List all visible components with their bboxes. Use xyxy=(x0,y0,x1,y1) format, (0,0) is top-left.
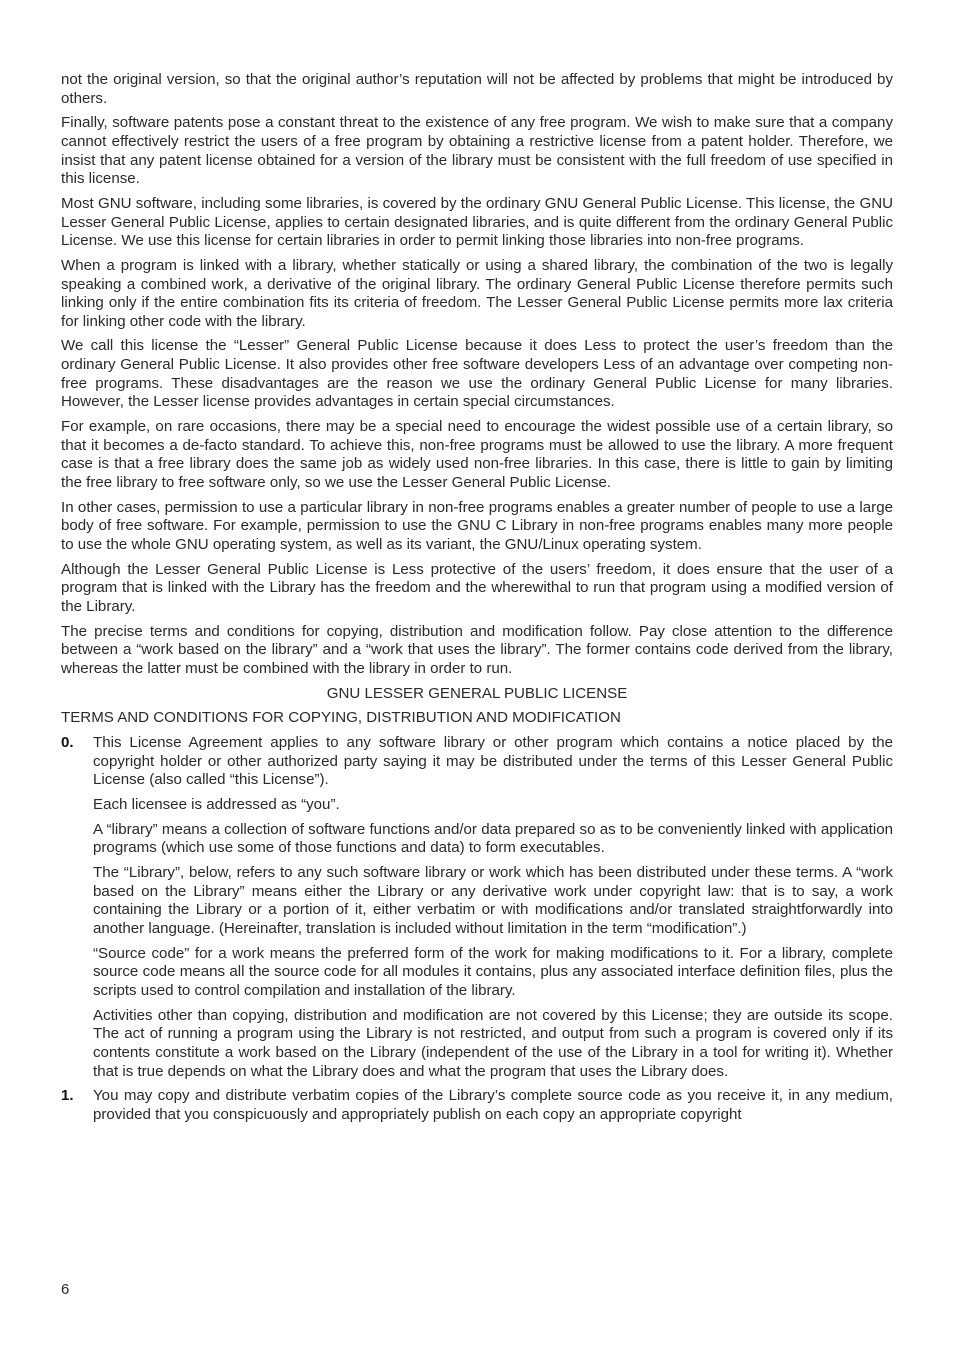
intro-paragraph: Although the Lesser General Public License is Less protective of the users’ freedom, it does ensure that the user of a program that is linked with the Library has the freedom and the wherewithal to run that program using a modified version of the Library. xyxy=(61,560,893,615)
section-0 xyxy=(61,734,893,1081)
section-number: 1. xyxy=(61,1087,74,1105)
intro-paragraph: For example, on rare occasions, there may be a special need to encourage the widest possible use of a certain library, so that it becomes a de-facto standard. To achieve this, non-free programs must be allowed to use the library. A more frequent case is that a free library does the same job as widely used non-free libraries. In this case, there is little to gain by limiting the free library to free software only, so we use the Lesser General Public License. xyxy=(61,418,893,491)
section-paragraph: Each licensee is addressed as “you”. xyxy=(93,796,340,814)
section-paragraph: This License Agreement applies to any software library or other program which contains a notice placed by the copyright holder or other authorized party saying it may be distributed under the terms of this Lesser General Public License (also called “this License”). xyxy=(93,734,893,789)
intro-paragraph: not the original version, so that the original author’s reputation will not be affected by problems that might be introduced by others. xyxy=(61,71,893,107)
page-number: 6 xyxy=(61,1281,70,1298)
section-1 xyxy=(61,1087,893,1124)
section-paragraph: Activities other than copying, distribution and modification are not covered by this License; they are outside its scope. The act of running a program using the Library is not restricted, and output from such a program is covered only if its contents constitute a work based on the Library (independent of the use of the Library in a tool for writing it). Whether that is true depends on what the Library does and what the program that uses the Library does. xyxy=(93,1006,893,1080)
intro-paragraph: In other cases, permission to use a particular library in non-free programs enables a greater number of people to use a large body of free software. For example, permission to use the GNU C Library in non-free programs enables many more people to use the whole GNU operating system, as well as its variant, the GNU/Linux operating system. xyxy=(61,498,893,553)
section-paragraph: “Source code” for a work means the preferred form of the work for making modifications to it. For a library, complete source code means all the source code for all modules it contains, plus any associated interface definition files, plus the scripts used to control compilation and installation of the library. xyxy=(93,944,893,999)
section-paragraph: The “Library”, below, refers to any such software library or work which has been distributed under these terms. A “work based on the Library” means either the Library or any derivative work under copyright law: that is to say, a work containing the Library or a portion of it, either verbatim or with modifications and/or translated straightforwardly into another language. (Hereinafter, translation is included without limitation in the term “modification”.) xyxy=(93,864,893,937)
intro-paragraph: We call this license the “Lesser” General Public License because it does Less to protect the user’s freedom than the ordinary General Public License. It also provides other free software developers Less of an advantage over competing non-free programs. These disadvantages are the reason we use the ordinary General Public License for many libraries. However, the Lesser license provides advantages in certain special circumstances. xyxy=(61,337,893,411)
intro-paragraph: The precise terms and conditions for copying, distribution and modification follow. Pay close attention to the difference between a “work based on the library” and a “work that uses the library”. The former contains code derived from the library, whereas the latter must be combined with the library in order to run. xyxy=(61,622,893,677)
license-title: GNU LESSER GENERAL PUBLIC LICENSE xyxy=(326,684,628,702)
intro-paragraph: Finally, software patents pose a constant threat to the existence of any free program. We wish to make sure that a company cannot effectively restrict the users of a free program by obtaining a restrictive license from a patent holder. Therefore, we insist that any patent license obtained for a version of the library must be consistent with the full freedom of use specified in this license. xyxy=(61,114,893,188)
section-number: 0. xyxy=(61,734,74,752)
document-page xyxy=(61,71,893,1131)
section-paragraph: A “library” means a collection of software functions and/or data prepared so as to be conveniently linked with application programs (which use some of those functions and data) to form executables. xyxy=(93,820,893,857)
intro-paragraph: Most GNU software, including some libraries, is covered by the ordinary GNU General Public License. This license, the GNU Lesser General Public License, applies to certain designated libraries, and is quite different from the ordinary General Public License. We use this license for certain libraries in order to permit linking those libraries into non-free programs. xyxy=(61,194,893,250)
terms-heading: TERMS AND CONDITIONS FOR COPYING, DISTRIBUTION AND MODIFICATION xyxy=(61,709,621,727)
intro-paragraph: When a program is linked with a library, whether statically or using a shared library, the combination of the two is legally speaking a combined work, a derivative of the original library. The ordinary General Public License therefore permits such linking only if the entire combination fits its criteria of freedom. The Lesser General Public License permits more lax criteria for linking other code with the library. xyxy=(61,256,893,330)
section-paragraph: You may copy and distribute verbatim copies of the Library’s complete source code as you receive it, in any medium, provided that you conspicuously and appropriately publish on each copy an appropriate copyright xyxy=(93,1087,893,1123)
